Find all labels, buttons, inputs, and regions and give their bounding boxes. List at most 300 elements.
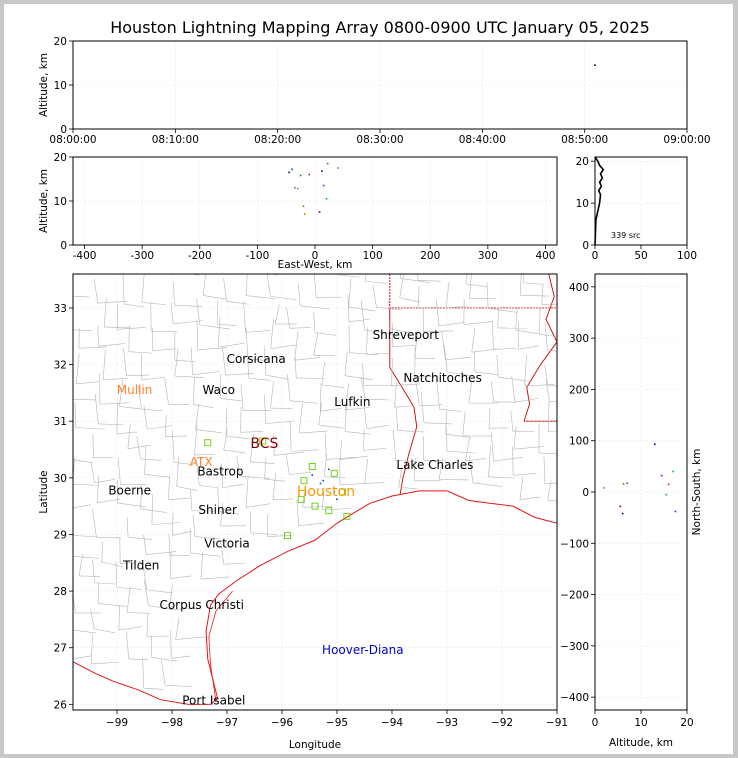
county-line [177, 457, 179, 487]
county-line [68, 459, 92, 462]
county-line [515, 398, 538, 402]
county-line [69, 507, 72, 536]
county-line [322, 385, 344, 388]
county-line [520, 295, 548, 296]
county-line [297, 499, 299, 526]
county-line [197, 320, 198, 350]
county-line [249, 378, 271, 380]
data-point [654, 443, 656, 445]
county-line [176, 637, 206, 640]
county-line [199, 485, 219, 488]
x-tick-label: -100 [245, 250, 270, 262]
county-line [70, 630, 96, 634]
county-line [147, 590, 173, 593]
county-line [446, 281, 449, 308]
county-line [97, 248, 98, 270]
x-tick-label: −98 [160, 717, 184, 729]
map-label: Natchitoches [403, 371, 482, 386]
county-line [270, 381, 273, 408]
county-line [161, 660, 165, 685]
county-line [200, 325, 230, 329]
county-line [520, 497, 541, 500]
county-line [70, 271, 71, 296]
y-tick-label: −400 [560, 692, 589, 705]
y-tick-label: 20 [53, 152, 67, 164]
county-line [102, 541, 103, 562]
county-line [116, 562, 117, 588]
county-line [395, 382, 397, 407]
data-point [603, 487, 605, 489]
county-line [520, 477, 523, 500]
map-label: Mullin [116, 383, 153, 398]
county-line [512, 376, 515, 402]
x-tick-label: 0 [311, 250, 319, 262]
county-line [275, 304, 279, 324]
county-line [466, 284, 487, 287]
county-line [127, 613, 150, 614]
data-point [322, 480, 324, 482]
county-line [173, 321, 203, 324]
county-line [175, 360, 196, 361]
county-line [168, 247, 170, 270]
data-point [622, 513, 624, 515]
county-line [172, 513, 173, 536]
y-tick-label: 31 [53, 416, 67, 429]
county-line [203, 272, 205, 295]
county-line [103, 350, 105, 380]
county-line [289, 472, 311, 474]
county-line [513, 447, 514, 476]
county-line [124, 304, 144, 307]
county-line [393, 345, 416, 347]
county-line [340, 440, 341, 460]
county-line [314, 312, 316, 333]
x-tick-label: −95 [325, 717, 349, 729]
county-line [174, 305, 202, 306]
x-tick-label: 20 [680, 717, 694, 729]
county-line [393, 430, 396, 460]
county-line [548, 402, 549, 432]
county-line [424, 423, 452, 424]
x-tick-label: 50 [634, 250, 648, 262]
county-line [91, 609, 94, 629]
county-line [440, 409, 463, 411]
x-tick-label: 100 [676, 250, 698, 262]
county-line [464, 321, 493, 324]
map-label: Corsicana [226, 351, 286, 366]
x-tick-label: −96 [270, 717, 294, 729]
county-line [142, 302, 166, 304]
county-line [223, 484, 245, 488]
x-tick-label: -300 [130, 250, 155, 262]
county-line [363, 429, 364, 450]
county-line [117, 587, 142, 589]
y-tick-label: 400 [568, 281, 589, 294]
county-line [349, 279, 351, 307]
axes-frame [595, 274, 687, 710]
county-line [119, 406, 142, 409]
county-line [141, 509, 167, 513]
data-point [326, 198, 328, 200]
county-line [270, 296, 296, 300]
county-line [195, 430, 221, 433]
county-line [144, 474, 170, 477]
county-line [143, 657, 144, 688]
lma-station-marker [312, 503, 318, 509]
county-line [92, 509, 96, 537]
county-line [146, 552, 176, 555]
y-tick-label: 28 [53, 586, 67, 599]
y-tick-label: 29 [53, 529, 67, 542]
lma-station-marker [301, 478, 307, 484]
map-label: Shreveport [372, 328, 439, 343]
map-label: Victoria [204, 536, 250, 551]
county-line [439, 322, 465, 326]
county-line [142, 377, 165, 380]
county-line [93, 457, 113, 458]
y-tick-label: 32 [53, 359, 67, 372]
county-line [290, 401, 317, 403]
county-line [144, 580, 148, 605]
county-line [118, 458, 120, 485]
county-line [127, 586, 130, 612]
county-line [287, 308, 290, 329]
county-line [245, 330, 269, 332]
county-line [472, 328, 475, 352]
county-line [463, 412, 465, 436]
y-axis-label: Latitude [38, 470, 50, 514]
county-line [97, 270, 123, 273]
county-line [91, 462, 94, 483]
county-line [364, 406, 367, 429]
county-line [314, 332, 318, 355]
county-line [94, 279, 98, 303]
data-point [303, 205, 305, 207]
data-point [308, 174, 310, 176]
x-tick-label: 08:00:00 [49, 134, 97, 146]
y-tick-label: −100 [560, 538, 589, 551]
county-line [322, 362, 325, 385]
county-line [491, 381, 493, 402]
county-line [170, 576, 191, 579]
county-line [129, 659, 149, 660]
county-line [400, 255, 401, 278]
x-tick-label: −92 [490, 717, 514, 729]
county-line [396, 407, 397, 430]
county-line [173, 283, 174, 306]
data-point [300, 175, 302, 177]
county-line [128, 424, 130, 448]
county-line [117, 432, 138, 434]
county-line [345, 376, 373, 380]
county-line [226, 436, 250, 439]
county-line [94, 629, 115, 633]
chart-title: Houston Lightning Mapping Array 0800-0900 UTC January 05, 2025 [110, 18, 650, 37]
y-tick-label: 30 [53, 472, 67, 485]
county-line [273, 245, 275, 275]
county-line [363, 363, 364, 385]
county-line [119, 627, 142, 630]
x-tick-label: −94 [380, 717, 404, 729]
county-line [95, 394, 98, 424]
county-line [286, 454, 289, 474]
county-line [71, 330, 93, 331]
county-line [489, 408, 490, 428]
county-line [168, 475, 169, 499]
x-tick-label: 10 [634, 717, 648, 729]
data-point [626, 482, 628, 484]
county-line [218, 317, 219, 347]
county-line [75, 402, 76, 427]
data-point [304, 213, 306, 215]
county-line [322, 509, 350, 510]
county-line [69, 478, 71, 508]
map-boundaries [64, 245, 578, 708]
x-tick-label: 300 [477, 250, 498, 262]
county-line [539, 453, 561, 454]
county-line [218, 343, 244, 347]
y-tick-label: 26 [53, 699, 67, 712]
county-line [436, 299, 439, 326]
county-line [73, 484, 99, 485]
county-line [444, 345, 447, 372]
plan-view-map-panel [38, 245, 578, 751]
county-line [193, 377, 194, 404]
county-line [265, 395, 266, 424]
county-line [92, 560, 94, 583]
county-line [71, 505, 91, 509]
x-tick-label: 0 [591, 717, 599, 729]
county-line [71, 302, 73, 330]
county-line [545, 482, 573, 484]
x-tick-label: 08:30:00 [356, 134, 404, 146]
county-line [72, 556, 99, 558]
county-line [144, 535, 147, 555]
county-line [295, 331, 298, 360]
y-tick-label: 0 [60, 124, 67, 136]
data-point [623, 483, 625, 485]
county-line [147, 425, 172, 429]
county-line [201, 577, 229, 579]
county-line [400, 274, 404, 298]
county-line [123, 274, 124, 304]
data-point [291, 169, 293, 171]
county-line [98, 603, 127, 606]
x-tick-label: 08:50:00 [561, 134, 609, 146]
coastline [73, 491, 557, 704]
county-line [128, 537, 152, 539]
y-tick-label: −300 [560, 640, 589, 653]
county-line [153, 349, 176, 351]
county-line [190, 553, 220, 556]
x-tick-label: 200 [420, 250, 441, 262]
county-line [193, 404, 213, 407]
y-tick-label: 0 [582, 240, 589, 252]
data-point [328, 469, 330, 471]
county-line [151, 331, 177, 332]
x-axis-label: Altitude, km [608, 737, 674, 749]
county-line [513, 473, 536, 475]
county-line [400, 298, 420, 302]
county-line [226, 373, 254, 375]
y-tick-label: 10 [575, 198, 589, 211]
county-line [373, 285, 377, 307]
county-line [95, 479, 115, 482]
county-line [241, 385, 243, 411]
county-line [129, 352, 152, 353]
county-line [268, 535, 292, 536]
y-tick-label: −200 [560, 589, 589, 602]
county-line [152, 494, 153, 524]
county-line [303, 506, 333, 507]
county-line [520, 268, 521, 295]
x-tick-label: 08:20:00 [254, 134, 302, 146]
data-point [321, 170, 323, 172]
county-line [487, 283, 488, 309]
county-line [203, 295, 225, 299]
county-line [117, 503, 146, 507]
county-line [147, 614, 148, 636]
x-tick-label: 100 [362, 250, 383, 262]
county-line [319, 425, 344, 428]
y-axis-label: Altitude, km [38, 168, 50, 234]
county-line [142, 275, 144, 303]
altitude-histogram-panel [576, 156, 697, 262]
county-line [72, 656, 92, 659]
county-line [398, 430, 425, 432]
county-line [287, 374, 290, 400]
map-label: Lake Charles [396, 457, 474, 472]
county-line [421, 392, 424, 423]
county-line [466, 260, 469, 284]
county-line [126, 632, 129, 659]
county-line [519, 346, 540, 350]
county-line [523, 259, 525, 283]
county-line [193, 515, 195, 537]
state-border-arkansas [390, 274, 557, 308]
county-line [367, 327, 368, 354]
county-line [299, 523, 324, 526]
county-line [513, 431, 534, 432]
county-line [415, 358, 436, 359]
county-line [201, 552, 203, 579]
county-line [240, 248, 243, 272]
county-line [171, 656, 190, 658]
county-line [170, 552, 171, 579]
county-line [489, 446, 491, 477]
county-line [493, 457, 522, 461]
county-line [418, 257, 419, 281]
county-line [97, 499, 120, 503]
county-line [265, 458, 267, 479]
county-line [98, 301, 127, 303]
county-line [271, 319, 274, 349]
county-line [361, 300, 365, 330]
county-line [128, 445, 151, 449]
county-line [542, 284, 543, 305]
y-tick-label: 10 [53, 80, 67, 92]
county-line [274, 452, 304, 455]
county-line [345, 351, 347, 375]
county-line [300, 306, 330, 309]
county-line [266, 375, 289, 379]
county-line [102, 562, 123, 566]
county-line [226, 301, 248, 304]
county-line [144, 688, 164, 689]
lma-figure [4, 4, 733, 754]
county-line [144, 446, 145, 474]
data-point [337, 167, 339, 169]
data-point [672, 471, 674, 473]
county-line [325, 434, 326, 460]
map-label: Corpus Christi [159, 598, 244, 613]
county-line [349, 319, 369, 322]
county-line [95, 583, 115, 584]
altitude-profile-line [595, 157, 603, 245]
county-line [524, 355, 526, 386]
county-line [222, 347, 225, 375]
x-tick-label: −93 [435, 717, 459, 729]
county-line [514, 426, 516, 449]
county-line [223, 253, 225, 274]
county-line [98, 344, 124, 347]
county-line [175, 376, 205, 378]
county-line [165, 685, 192, 687]
county-line [339, 275, 360, 277]
y-tick-label: 20 [53, 36, 67, 48]
x-tick-label: −91 [545, 717, 569, 729]
county-line [516, 308, 518, 330]
x-tick-label: 09:00:00 [663, 134, 711, 146]
county-line [547, 350, 574, 352]
figure-frame [4, 4, 733, 754]
county-line [315, 333, 336, 336]
county-line [348, 295, 349, 322]
east-west-altitude-panel [38, 152, 557, 271]
county-line [79, 347, 106, 348]
county-line [418, 286, 419, 307]
map-label: Waco [202, 383, 235, 398]
county-line [442, 332, 446, 360]
county-line [349, 353, 378, 355]
data-point [327, 163, 329, 165]
county-line [165, 436, 187, 437]
county-line [224, 278, 227, 301]
county-line [221, 398, 242, 401]
altitude-north-south-panel [560, 274, 703, 749]
county-line [545, 322, 547, 350]
county-line [97, 476, 99, 503]
data-point [668, 484, 670, 486]
county-line [250, 462, 274, 464]
y-tick-label: 0 [60, 240, 67, 252]
county-line [295, 358, 321, 361]
county-line [199, 271, 219, 273]
county-line [193, 372, 220, 375]
y-tick-label: 33 [53, 302, 67, 315]
county-line [70, 377, 72, 399]
map-label: Tilden [123, 558, 160, 573]
county-line [217, 324, 237, 325]
x-tick-label: 0 [591, 250, 599, 262]
county-line [251, 533, 277, 535]
county-line [76, 382, 98, 384]
county-line [176, 617, 180, 639]
county-line [548, 429, 578, 432]
county-line [345, 432, 371, 435]
county-line [172, 431, 174, 462]
county-line [226, 409, 227, 436]
